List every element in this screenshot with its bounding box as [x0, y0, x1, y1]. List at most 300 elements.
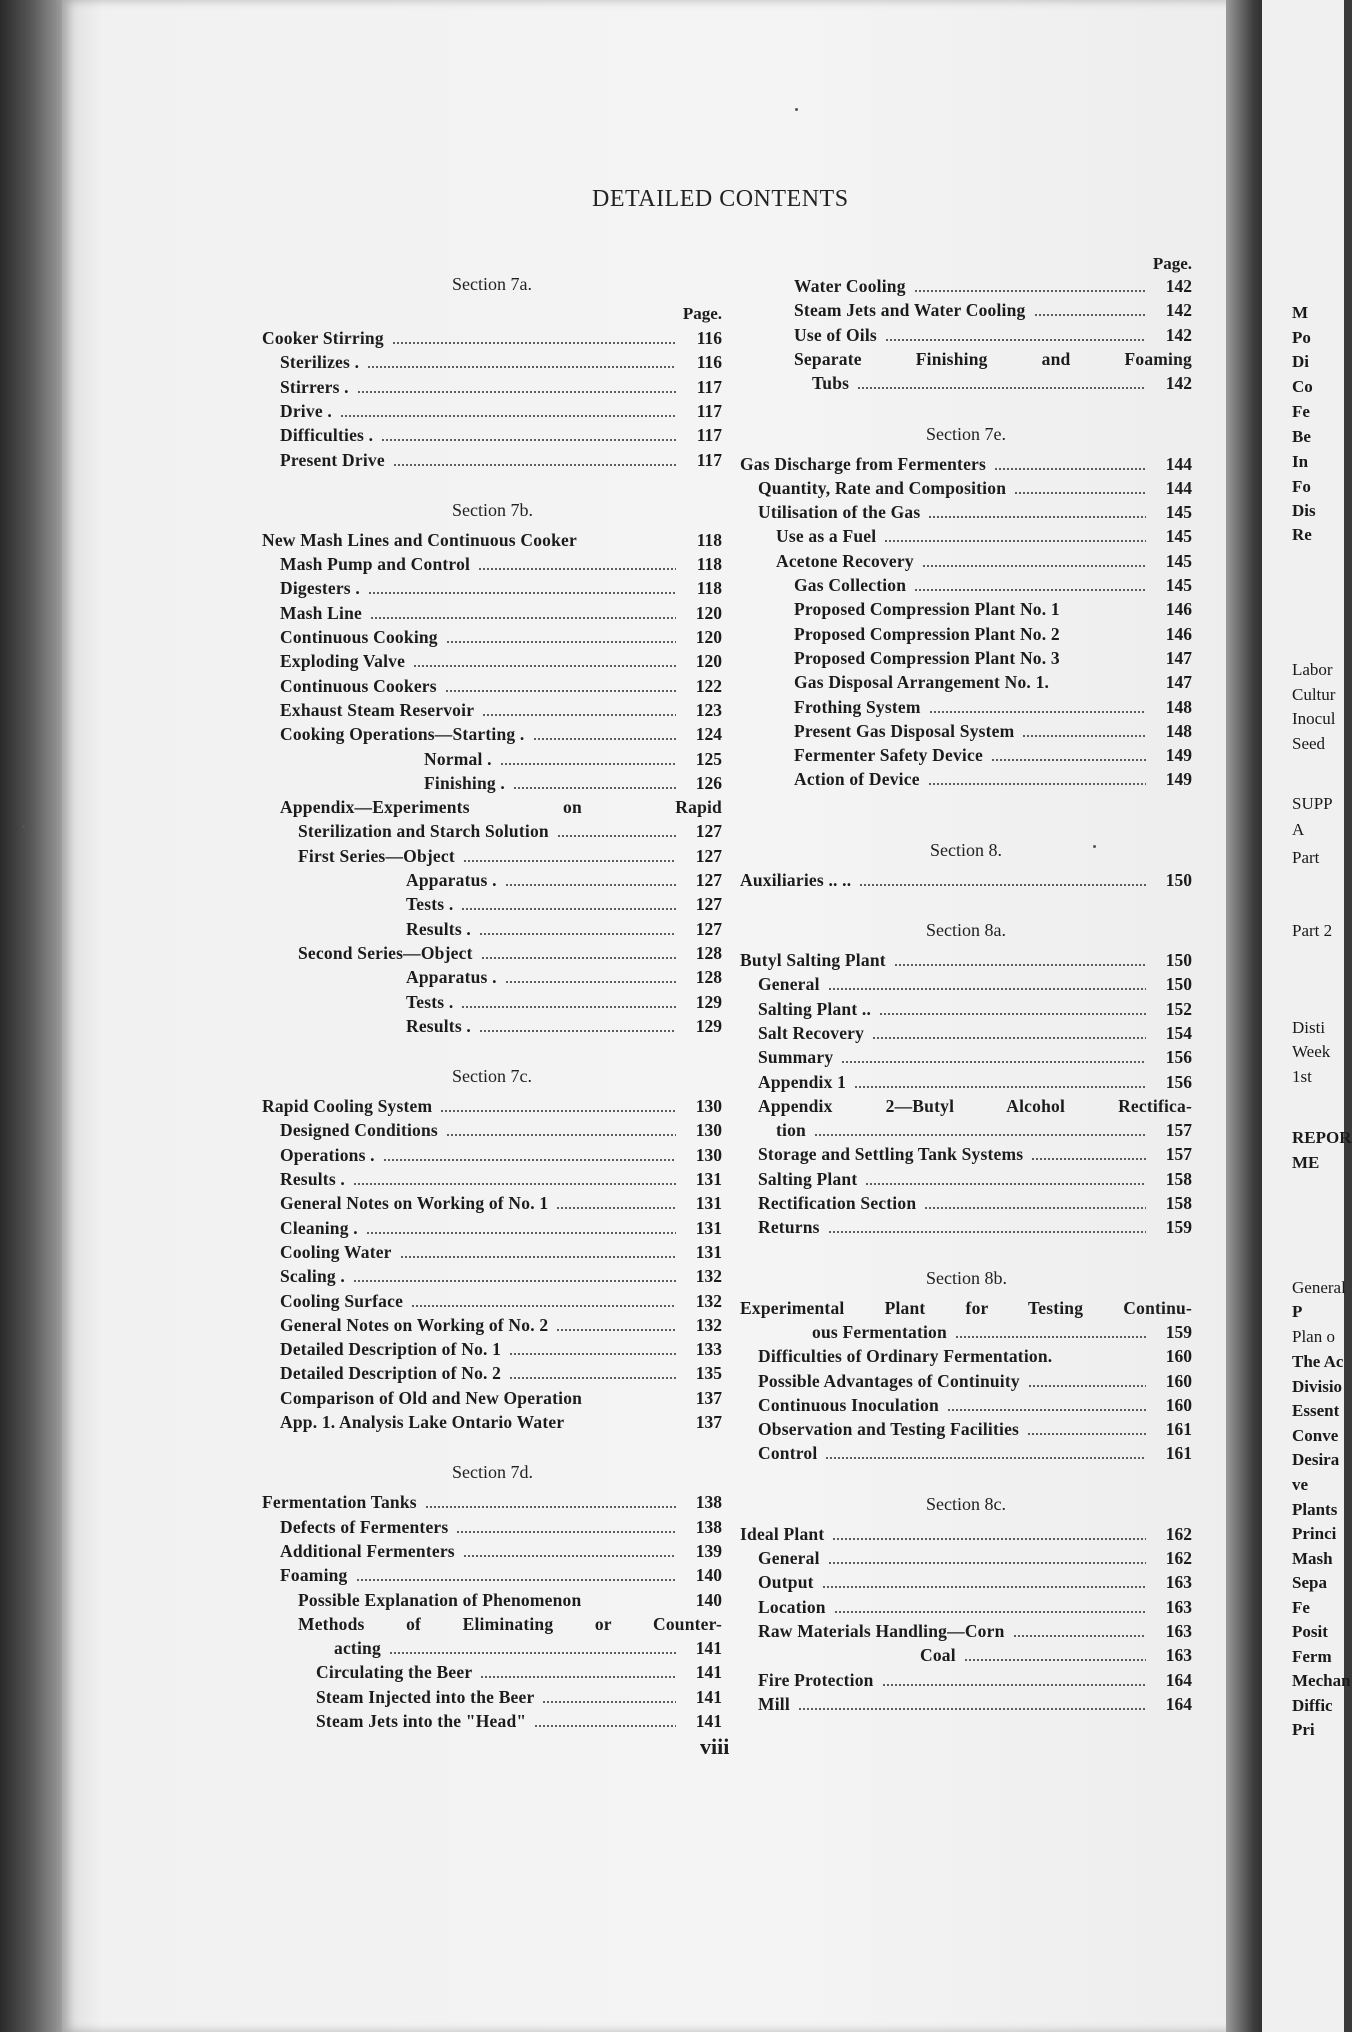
toc-entry	[262, 1266, 722, 1290]
toc-entry-title: Continuous Cookers	[280, 675, 437, 696]
dot-leader	[381, 439, 676, 441]
toc-entry	[262, 651, 722, 675]
toc-entry	[262, 943, 722, 967]
toc-entry-title: Tubs	[812, 373, 850, 394]
toc-entry-title: Mash Pump and Control	[280, 554, 471, 575]
toc-entry-title: Proposed Compression Plant No. 2	[794, 623, 1060, 644]
dot-leader	[482, 714, 676, 716]
toc-entry	[740, 974, 1192, 998]
toc-entry-title: Location	[758, 1596, 826, 1617]
dot-leader	[991, 759, 1146, 761]
toc-entry-page: 129	[695, 991, 722, 1012]
toc-entry-page: 127	[695, 894, 722, 915]
toc-entry-title: Steam Injected into the Beer	[316, 1686, 535, 1707]
adjacent-page-text-fragment: Part	[1292, 848, 1320, 867]
toc-entry-title: Water Cooling	[794, 276, 906, 296]
dot-leader	[445, 690, 676, 692]
toc-entry-title: General	[758, 1548, 820, 1568]
dot-leader	[882, 1684, 1146, 1686]
toc-entry-title: Steam Jets into the "Head"	[316, 1711, 527, 1731]
toc-entry-title: Results .	[406, 918, 471, 939]
section-heading: Section 7e.	[926, 423, 1006, 444]
toc-entry-title: Possible Advantages of Continuity	[758, 1370, 1020, 1391]
toc-entry	[262, 1662, 722, 1686]
toc-entry	[740, 745, 1192, 769]
dot-leader	[955, 1336, 1146, 1338]
toc-entry-title: Operations .	[280, 1144, 375, 1165]
toc-entry-page: 162	[1165, 1523, 1192, 1544]
dot-leader	[928, 783, 1146, 785]
toc-entry-page: 128	[695, 967, 722, 988]
dot-leader	[828, 988, 1146, 990]
toc-entry-title: Detailed Description of No. 1	[280, 1339, 502, 1360]
toc-entry-page: 160	[1165, 1370, 1192, 1391]
dot-leader	[366, 1232, 676, 1234]
toc-entry-page: 127	[695, 918, 722, 939]
toc-entry	[740, 599, 1192, 623]
toc-entry-title: Sterilization and Starch Solution	[298, 821, 549, 842]
toc-entry-page: 118	[696, 529, 722, 550]
toc-entry-page: 118	[696, 554, 722, 575]
toc-entry-page: 117	[696, 425, 722, 446]
adjacent-page-text-fragment: Fe	[1292, 402, 1310, 421]
toc-entry-page: 137	[695, 1412, 722, 1432]
toc-entry	[262, 1016, 722, 1040]
toc-entry-title: Control	[758, 1443, 818, 1464]
dot-leader	[481, 957, 676, 959]
toc-entry	[740, 672, 1192, 696]
page-number: viii	[700, 1734, 730, 1759]
dot-leader	[513, 787, 676, 789]
toc-entry-page: 142	[1165, 300, 1192, 321]
section-heading: Section 7a.	[452, 274, 532, 294]
dot-leader	[456, 1531, 676, 1533]
toc-entry-title: Proposed Compression Plant No. 1	[794, 599, 1060, 620]
toc-entry	[262, 992, 722, 1016]
toc-entry-page: 160	[1165, 1394, 1192, 1415]
toc-entry-page: 147	[1165, 647, 1192, 668]
toc-entry-page: 150	[1165, 950, 1192, 970]
toc-entry	[740, 870, 1192, 894]
dot-leader	[509, 1377, 676, 1379]
toc-entry	[262, 1492, 722, 1516]
toc-entry-page: 163	[1165, 1596, 1192, 1617]
dot-leader	[370, 617, 676, 619]
dot-leader	[446, 641, 676, 643]
toc-entry	[262, 700, 722, 724]
toc-entry	[740, 999, 1192, 1023]
toc-entry	[262, 401, 722, 425]
dot-leader	[828, 1231, 1146, 1233]
toc-entry-page: 130	[695, 1120, 722, 1141]
dot-leader	[505, 981, 676, 983]
dot-leader	[533, 738, 676, 740]
adjacent-page-text-fragment: 1st	[1292, 1067, 1312, 1086]
toc-entry-title: Steam Jets and Water Cooling	[794, 300, 1026, 321]
toc-entry	[740, 1443, 1192, 1467]
page-column-header: Page.	[1152, 254, 1192, 273]
paper-speck	[22, 825, 25, 828]
toc-entry-page: 133	[695, 1339, 722, 1360]
dot-leader	[879, 1013, 1146, 1015]
dot-leader	[505, 884, 676, 886]
adjacent-page-text-fragment: A	[1292, 820, 1305, 839]
toc-entry	[740, 624, 1192, 648]
toc-entry-page: 144	[1165, 477, 1192, 498]
toc-entry-title: Methods of Eliminating or Counter-	[298, 1613, 722, 1634]
toc-entry	[262, 1120, 722, 1144]
adjacent-page-text-fragment: M	[1292, 303, 1309, 322]
dot-leader	[389, 1652, 676, 1654]
dot-leader	[914, 290, 1146, 292]
dot-leader	[865, 1183, 1146, 1185]
toc-entry	[262, 377, 722, 401]
dot-leader	[1028, 1385, 1146, 1387]
dot-leader	[1013, 1635, 1146, 1637]
toc-entry-page: 132	[695, 1266, 722, 1287]
toc-entry	[740, 1645, 1192, 1669]
toc-entry-page: 127	[695, 870, 722, 890]
toc-entry-page: 163	[1165, 1572, 1192, 1593]
toc-entry-title: Auxiliaries .. ..	[740, 869, 852, 890]
toc-entry-page: 138	[695, 1492, 722, 1513]
dot-leader	[947, 1409, 1146, 1411]
adjacent-page-text-fragment: Po	[1292, 328, 1311, 347]
dot-leader	[825, 1457, 1146, 1459]
section-heading: Section 8a.	[926, 920, 1006, 940]
dot-leader	[367, 366, 676, 368]
toc-entry-title: Appendix—Experiments on Rapid	[280, 797, 722, 818]
toc-entry-title: Gas Discharge from Fermenters	[740, 453, 987, 474]
toc-entry-page: 132	[695, 1314, 722, 1335]
toc-entry-title: acting	[334, 1638, 381, 1659]
toc-entry-title: General Notes on Working of No. 1	[280, 1193, 549, 1214]
toc-entry	[740, 300, 1192, 324]
dot-leader	[509, 1353, 676, 1355]
toc-entry-page: 122	[695, 675, 722, 696]
toc-entry	[740, 1572, 1192, 1596]
toc-entry-title: Fermenter Safety Device	[794, 745, 983, 766]
toc-entry	[262, 1315, 722, 1339]
toc-entry-title: Butyl Salting Plant	[740, 950, 886, 970]
dot-leader	[556, 1329, 676, 1331]
toc-entry-page: 130	[695, 1144, 722, 1165]
toc-entry	[740, 1395, 1192, 1419]
toc-entry-page: 158	[1165, 1193, 1192, 1213]
adjacent-page-text-fragment: Mash	[1292, 1549, 1333, 1568]
toc-entry-page: 142	[1165, 324, 1192, 345]
toc-entry	[740, 1371, 1192, 1395]
toc-entry-title: App. 1. Analysis Lake Ontario Water	[280, 1412, 565, 1432]
adjacent-page-text-fragment: Conve	[1292, 1426, 1339, 1445]
page-gutter	[1226, 0, 1266, 2032]
toc-entry-page: 164	[1165, 1693, 1192, 1714]
toc-entry	[740, 478, 1192, 502]
adjacent-page-text-fragment: Week	[1292, 1042, 1331, 1061]
toc-entry-title: Present Drive	[280, 449, 385, 470]
toc-entry-page: 131	[695, 1217, 722, 1238]
toc-entry-page: 162	[1165, 1548, 1192, 1568]
toc-entry-page: 117	[696, 376, 722, 397]
toc-entry-page: 141	[695, 1686, 722, 1707]
dot-leader	[480, 1676, 676, 1678]
toc-entry	[262, 1711, 722, 1735]
toc-entry-title: Storage and Settling Tank Systems	[758, 1144, 1024, 1165]
toc-entry-title: Exhaust Steam Reservoir	[280, 699, 475, 720]
page-column-header: Page.	[682, 304, 722, 323]
dot-leader	[463, 860, 676, 862]
section-heading: Section 7c.	[452, 1066, 532, 1087]
adjacent-page-text-fragment: Fe	[1292, 1598, 1310, 1617]
toc-entry-title: Use as a Fuel	[776, 526, 877, 547]
toc-entry-title: Utilisation of the Gas	[758, 502, 921, 523]
toc-entry-page: 116	[696, 328, 722, 348]
toc-entry-page: 148	[1165, 720, 1192, 741]
toc-entry-title: General Notes on Working of No. 2	[280, 1314, 549, 1335]
adjacent-page-text-fragment: Fo	[1292, 477, 1311, 496]
toc-entry-title: Ideal Plant	[740, 1523, 825, 1544]
toc-entry	[262, 1363, 722, 1387]
toc-entry-page: 150	[1165, 974, 1192, 995]
toc-entry-page: 141	[695, 1638, 722, 1659]
toc-entry	[262, 1590, 722, 1614]
toc-entry-page: 149	[1165, 769, 1192, 790]
toc-entry	[262, 1145, 722, 1169]
toc-entry-page: 117	[696, 400, 722, 421]
toc-entry	[740, 1597, 1192, 1621]
toc-entry-title: Returns	[758, 1217, 820, 1238]
toc-entry	[740, 769, 1192, 793]
toc-entry	[740, 1670, 1192, 1694]
adjacent-page-text-fragment: Cultur	[1292, 685, 1336, 704]
dot-leader	[832, 1538, 1146, 1540]
toc-entry-page: 156	[1165, 1047, 1192, 1068]
toc-entry-title: Present Gas Disposal System	[794, 720, 1015, 741]
toc-entry	[262, 894, 722, 918]
toc-entry-title: Results .	[406, 1015, 471, 1036]
toc-entry-title: Salting Plant ..	[758, 998, 872, 1019]
dot-leader	[1014, 492, 1146, 494]
toc-entry-page: 138	[695, 1516, 722, 1537]
toc-entry	[262, 554, 722, 578]
toc-entry	[262, 450, 722, 474]
toc-entry	[740, 1217, 1192, 1241]
toc-entry	[262, 328, 722, 352]
toc-entry-title: Normal .	[424, 748, 492, 769]
toc-entry-page: 140	[695, 1565, 722, 1586]
toc-entry-page: 164	[1165, 1669, 1192, 1690]
dot-leader	[534, 1725, 676, 1727]
adjacent-page-text-fragment: Plan o	[1292, 1327, 1335, 1346]
dot-leader	[828, 1562, 1146, 1564]
toc-entry	[262, 1388, 722, 1412]
toc-entry	[740, 1023, 1192, 1047]
adjacent-page-text-fragment: The Ac	[1292, 1352, 1344, 1371]
toc-entry-title: Cooling Surface	[280, 1290, 404, 1311]
adjacent-page-text-fragment: Co	[1292, 377, 1313, 396]
toc-entry	[740, 373, 1192, 397]
toc-entry	[740, 1419, 1192, 1443]
toc-entry-page: 129	[695, 1015, 722, 1036]
dot-leader	[822, 1586, 1146, 1588]
toc-entry-page: 139	[695, 1540, 722, 1561]
adjacent-page-text-fragment: Be	[1292, 427, 1311, 446]
toc-entry-title: Use of Oils	[794, 324, 877, 345]
toc-entry-page: 135	[695, 1363, 722, 1384]
toc-entry-page: 140	[695, 1589, 722, 1610]
toc-entry-page: 127	[695, 845, 722, 866]
dot-leader	[542, 1701, 676, 1703]
dot-leader	[814, 1134, 1146, 1136]
dot-leader	[1022, 735, 1146, 737]
toc-entry	[262, 919, 722, 943]
toc-entry	[740, 551, 1192, 575]
adjacent-page-text-fragment: Divisio	[1292, 1377, 1343, 1396]
toc-entry-page: 156	[1165, 1071, 1192, 1092]
toc-entry	[740, 1072, 1192, 1096]
dot-leader	[914, 589, 1146, 591]
dot-leader	[392, 342, 676, 344]
toc-entry-page: 163	[1165, 1620, 1192, 1641]
toc-entry	[262, 1096, 722, 1120]
adjacent-page-text-fragment: Dis	[1292, 501, 1316, 520]
toc-entry	[262, 627, 722, 651]
dot-leader	[440, 1110, 676, 1112]
adjacent-page-text-fragment: ME	[1292, 1153, 1320, 1172]
toc-entry-title: ous Fermentation	[812, 1321, 947, 1342]
paper-speck	[1093, 845, 1096, 848]
toc-entry-title: Apparatus .	[406, 967, 497, 988]
toc-entry	[740, 1621, 1192, 1645]
toc-entry-title: Possible Explanation of Phenomenon	[298, 1589, 582, 1610]
dot-leader	[479, 1030, 676, 1032]
toc-entry-page: 145	[1165, 550, 1192, 571]
toc-entry	[740, 276, 1192, 300]
adjacent-page-text-fragment: Desira	[1292, 1450, 1340, 1469]
toc-entry-title: Frothing System	[794, 696, 921, 717]
toc-entry-page: 145	[1165, 575, 1192, 595]
dot-leader	[383, 1159, 676, 1161]
toc-entry	[740, 1096, 1192, 1120]
toc-entry	[262, 676, 722, 700]
toc-entry	[262, 1614, 722, 1638]
adjacent-page-text-fragment: Re	[1292, 525, 1312, 544]
toc-entry-title: Continuous Inoculation	[758, 1394, 939, 1415]
toc-entry-title: Stirrers .	[280, 376, 349, 397]
toc-entry-page: 149	[1165, 745, 1192, 766]
adjacent-page-text-fragment: Essent	[1292, 1401, 1340, 1420]
toc-entry-page: 146	[1165, 623, 1192, 644]
toc-entry-page: 144	[1165, 453, 1192, 474]
dot-leader	[798, 1708, 1146, 1710]
toc-entry-title: Cleaning .	[280, 1217, 358, 1238]
dot-leader	[353, 1280, 676, 1282]
dot-leader	[425, 1506, 676, 1508]
dot-leader	[884, 540, 1146, 542]
toc-entry	[262, 425, 722, 449]
toc-entry-title: Quantity, Rate and Composition	[758, 477, 1007, 498]
toc-entry-title: Comparison of Old and New Operation	[280, 1387, 583, 1408]
toc-entry-title: Designed Conditions	[280, 1120, 438, 1141]
toc-entry-page: 146	[1165, 599, 1192, 620]
toc-entry-page: 130	[695, 1096, 722, 1117]
dot-leader	[885, 339, 1146, 341]
toc-entry	[740, 1524, 1192, 1548]
toc-entry-page: 137	[695, 1387, 722, 1408]
toc-entry	[740, 950, 1192, 974]
toc-entry	[262, 1193, 722, 1217]
adjacent-page-text-fragment: P	[1292, 1302, 1303, 1321]
adjacent-page-text-fragment: Mechan	[1292, 1671, 1351, 1690]
toc-entry-page: 148	[1165, 696, 1192, 717]
toc-entry-page: 126	[695, 772, 722, 793]
adjacent-page-text-fragment: Princi	[1292, 1524, 1337, 1543]
toc-entry-page: 131	[695, 1241, 722, 1262]
toc-entry	[262, 352, 722, 376]
dot-leader	[446, 1134, 676, 1136]
dot-leader	[557, 835, 676, 837]
toc-entry-title: Tests .	[406, 991, 454, 1012]
dot-leader	[411, 1305, 676, 1307]
toc-entry-page: 158	[1165, 1168, 1192, 1189]
toc-entry-page: 161	[1165, 1443, 1192, 1464]
section-heading: Section 8.	[930, 839, 1002, 860]
toc-entry-page: 163	[1165, 1645, 1192, 1666]
toc-entry-title: tion	[776, 1120, 806, 1141]
toc-entry-title: Sterilizes .	[280, 352, 360, 373]
adjacent-page-text-fragment: Disti	[1292, 1018, 1326, 1037]
toc-entry-page: 157	[1165, 1120, 1192, 1141]
toc-entry	[740, 1144, 1192, 1168]
toc-entry	[740, 325, 1192, 349]
toc-entry	[740, 575, 1192, 599]
dot-leader	[356, 1579, 676, 1581]
toc-entry	[262, 1687, 722, 1711]
toc-entry-title: Output	[758, 1572, 814, 1593]
dot-leader	[1027, 1433, 1146, 1435]
toc-entry-page: 141	[695, 1711, 722, 1731]
adjacent-page-text-fragment: Pri	[1292, 1720, 1315, 1739]
dot-leader	[924, 1207, 1146, 1209]
toc-entry	[740, 1047, 1192, 1071]
toc-entry	[262, 1541, 722, 1565]
toc-entry-page: 152	[1165, 998, 1192, 1019]
toc-entry-title: Drive .	[280, 400, 332, 421]
toc-entry-page: 125	[695, 748, 722, 769]
toc-entry	[740, 349, 1192, 373]
toc-entry	[740, 526, 1192, 550]
toc-entry-title: Appendix 1	[758, 1071, 847, 1092]
dot-leader	[463, 1555, 676, 1557]
toc-entry	[740, 1169, 1192, 1193]
toc-entry-title: First Series—Object	[298, 845, 455, 866]
toc-entry-title: Cooling Water	[280, 1241, 392, 1262]
toc-entry	[740, 1694, 1192, 1718]
dot-leader	[929, 711, 1146, 713]
toc-entry-title: Tests .	[406, 894, 454, 915]
toc-entry	[740, 1193, 1192, 1217]
toc-entry-title: Fire Protection	[758, 1669, 874, 1690]
dot-leader	[461, 1006, 676, 1008]
toc-entry	[262, 724, 722, 748]
toc-entry-title: Defects of Fermenters	[280, 1516, 449, 1537]
adjacent-page-text-fragment: Inocul	[1292, 709, 1336, 728]
toc-entry-title: Gas Collection	[794, 575, 907, 595]
toc-entry-title: Salt Recovery	[758, 1022, 865, 1043]
toc-entry-title: New Mash Lines and Continuous Cooker	[262, 529, 577, 550]
toc-entry-page: 142	[1165, 276, 1192, 296]
toc-entry-page: 157	[1165, 1144, 1192, 1165]
